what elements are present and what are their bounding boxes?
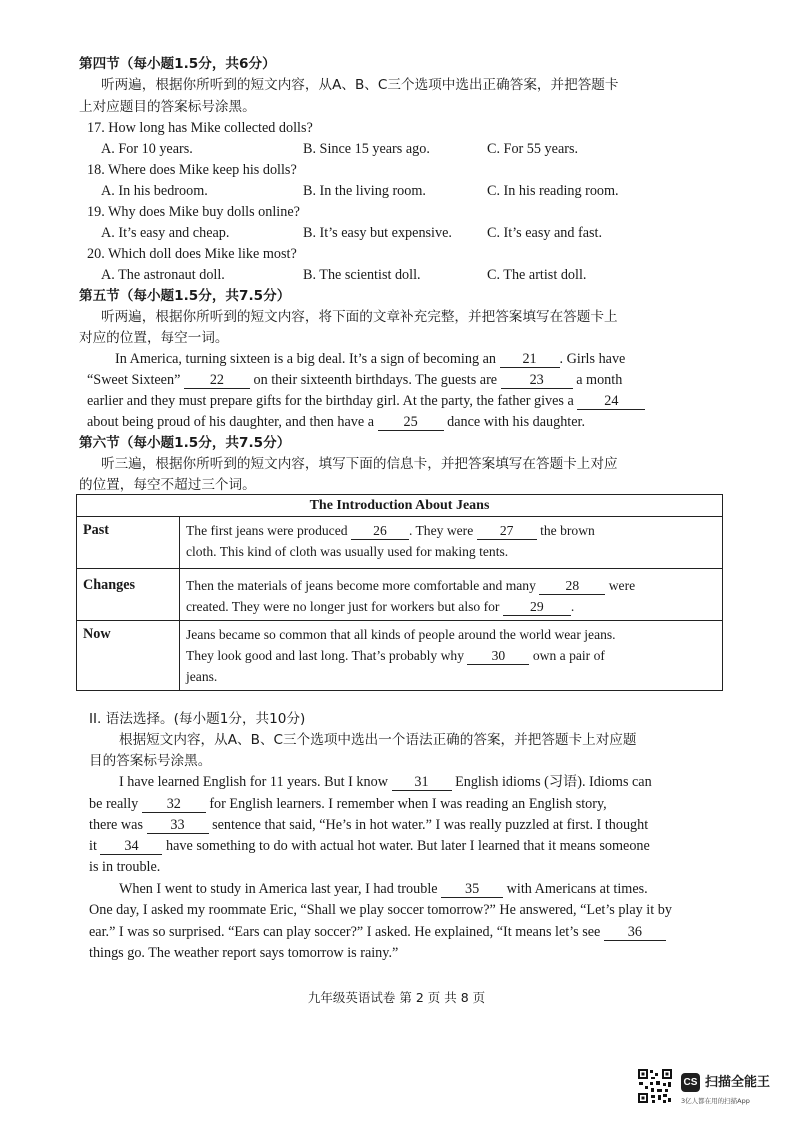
passage5-line1: In America, turning sixteen is a big deal. It’s a sign of becoming an 21 . Girls have <box>115 351 626 367</box>
blank-33: 33 <box>147 817 209 834</box>
info-card-title: The Introduction About Jeans <box>77 495 723 517</box>
page-footer: 九年级英语试卷 第 2 页 共 8 页 <box>307 990 486 1005</box>
question-19: 19. Why does Mike buy dolls online? <box>87 204 300 220</box>
blank-36: 36 <box>604 924 666 941</box>
passage2-line9: things go. The weather report says tomorrow is rainy.” <box>89 945 399 961</box>
row-label-now: Now <box>77 621 180 691</box>
passage2-line1: I have learned English for 11 years. But I know 31 English idioms (习语). Idioms can <box>119 774 652 790</box>
blank-23: 23 <box>501 372 573 389</box>
blank-32: 32 <box>142 796 206 813</box>
option-20b: B. The scientist doll. <box>303 267 421 283</box>
passage2-line7: One day, I asked my roommate Eric, “Shall we play soccer tomorrow?” He answered, “Let’s play it by <box>89 902 672 918</box>
blank-27: 27 <box>477 523 537 540</box>
option-17b: B. Since 15 years ago. <box>303 141 430 157</box>
scanner-app-tagline: 3亿人都在用的扫描App <box>681 1097 750 1105</box>
blank-28: 28 <box>539 578 605 595</box>
blank-31: 31 <box>392 774 452 791</box>
blank-25: 25 <box>378 414 444 431</box>
passage5-line3: earlier and they must prepare gifts for the birthday girl. At the party, the father gives a 24 <box>87 392 645 410</box>
camscanner-logo-icon: CS <box>681 1073 700 1092</box>
jeans-info-card <box>76 494 723 691</box>
part2-instruction-cont: 目的答案标号涂黑。 <box>89 753 212 769</box>
blank-24: 24 <box>577 393 645 410</box>
question-17: 17. How long has Mike collected dolls? <box>87 120 313 136</box>
option-19c: C. It’s easy and fast. <box>487 225 603 241</box>
blank-29: 29 <box>503 599 571 616</box>
section4-instruction: 听两遍，根据你所听到的短文内容，从A、B、C三个选项中选出正确答案，并把答题卡 <box>101 77 619 93</box>
blank-30: 30 <box>467 648 529 665</box>
blank-34: 34 <box>100 838 162 855</box>
option-20c: C. The artist doll. <box>487 267 587 283</box>
section4-instruction-cont: 上对应题目的答案标号涂黑。 <box>79 99 256 115</box>
section6-instruction: 听三遍，根据你所听到的短文内容，填写下面的信息卡，并把答案填写在答题卡上对应 <box>101 456 618 472</box>
passage2-line6: When I went to study in America last year, I had trouble 35 with Americans at times. <box>119 881 648 897</box>
part2-title: II. 语法选择。(每小题1分，共10分) <box>89 711 306 727</box>
passage5-line4: about being proud of his daughter, and then have a 25 dance with his daughter. <box>87 414 586 430</box>
blank-21: 21 <box>500 351 560 368</box>
option-19a: A. It’s easy and cheap. <box>101 225 230 241</box>
question-18: 18. Where does Mike keep his dolls? <box>87 162 297 178</box>
row-label-past: Past <box>77 517 180 569</box>
option-20a: A. The astronaut doll. <box>101 267 225 283</box>
blank-35: 35 <box>441 881 503 898</box>
row-content-changes: Then the materials of jeans become more comfortable and many 28 were created. They were no longer just for workers but also for 29 . <box>180 569 723 621</box>
option-19b: B. It’s easy but expensive. <box>303 225 452 241</box>
option-18a: A. In his bedroom. <box>101 183 208 199</box>
section5-title: 第五节（每小题1.5分，共7.5分） <box>79 288 291 304</box>
question-20: 20. Which doll does Mike like most? <box>87 246 297 262</box>
part2-instruction: 根据短文内容，从A、B、C三个选项中选出一个语法正确的答案，并把答题卡上对应题 <box>119 732 637 748</box>
blank-26: 26 <box>351 523 409 540</box>
option-17c: C. For 55 years. <box>487 141 579 157</box>
passage5-line2: “Sweet Sixteen” 22 on their sixteenth birthdays. The guests are 23 a month <box>87 372 623 388</box>
passage2-line5: is in trouble. <box>89 859 161 875</box>
option-18b: B. In the living room. <box>303 183 426 199</box>
section6-instruction-cont: 的位置，每空不超过三个词。 <box>79 477 256 493</box>
section5-instruction-cont: 对应的位置，每空一词。 <box>79 330 229 346</box>
section4-title: 第四节（每小题1.5分，共6分） <box>79 56 276 72</box>
option-18c: C. In his reading room. <box>487 183 619 199</box>
blank-22: 22 <box>184 372 250 389</box>
passage2-line2: be really 32 for English learners. I remember when I was reading an English story, <box>89 796 607 812</box>
row-content-past: The first jeans were produced 26 . They were 27 the brown cloth. This kind of cloth was usually used for making tents. <box>180 517 723 569</box>
scanner-app-name: 扫描全能王 <box>705 1075 771 1090</box>
option-17a: A. For 10 years. <box>101 141 193 157</box>
section5-instruction: 听两遍，根据你所听到的短文内容，将下面的文章补充完整，并把答案填写在答题卡上 <box>101 309 618 325</box>
row-content-now: Jeans became so common that all kinds of people around the world wear jeans. They look good and last long. That’s probably why 30 own a pair of jeans. <box>180 621 723 691</box>
section6-title: 第六节（每小题1.5分，共7.5分） <box>79 435 291 451</box>
passage2-line8: ear.” I was so surprised. “Ears can play soccer?” I asked. He explained, “It means let’s see 36 <box>89 923 666 941</box>
qr-code-icon <box>637 1068 673 1104</box>
passage2-line4: it 34 have something to do with actual hot water. But later I learned that it means someone <box>89 838 650 854</box>
row-label-changes: Changes <box>77 569 180 621</box>
passage2-line3: there was 33 sentence that said, “He’s in hot water.” I was really puzzled at first. I thought <box>89 817 649 833</box>
